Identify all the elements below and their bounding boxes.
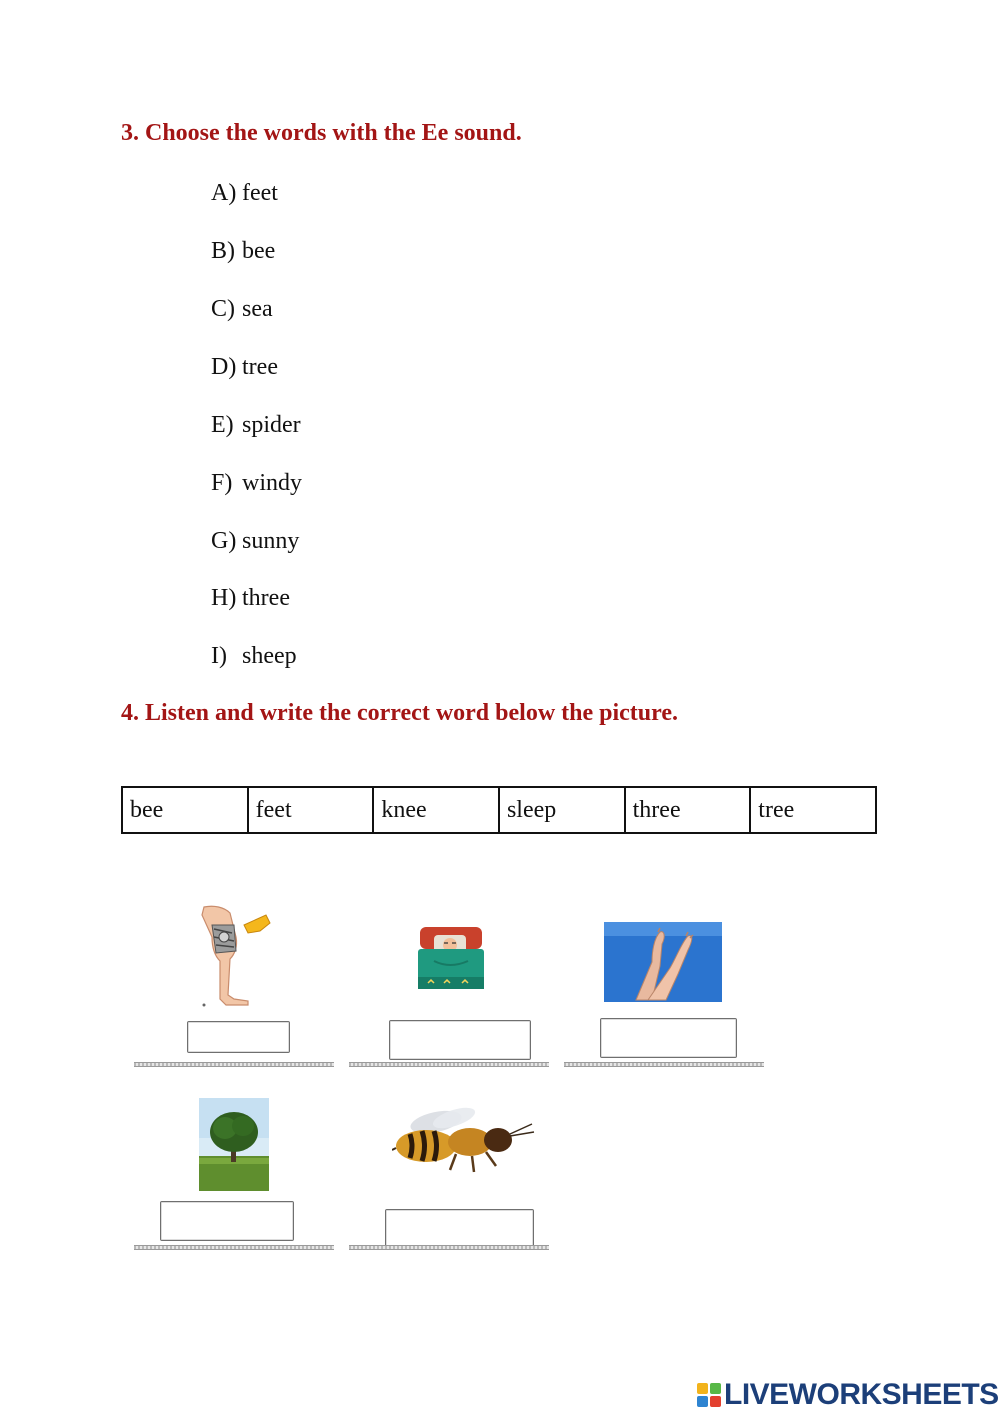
answer-line	[349, 1062, 549, 1067]
option-word: spider	[242, 412, 301, 438]
option-word: sea	[242, 296, 273, 322]
option-word: windy	[242, 470, 302, 496]
option-word: three	[242, 585, 290, 611]
sleep-picture	[416, 925, 486, 993]
option-g[interactable]	[211, 528, 299, 555]
option-a[interactable]	[211, 180, 278, 207]
logo-text: LIVEWORKSHEETS	[724, 1378, 999, 1411]
answer-box-bee[interactable]	[385, 1209, 534, 1247]
answer-box-sleep[interactable]	[389, 1020, 531, 1060]
option-h[interactable]	[211, 585, 290, 612]
option-e[interactable]	[211, 412, 301, 439]
tree-picture	[199, 1098, 269, 1191]
option-i[interactable]	[211, 643, 297, 670]
option-d[interactable]	[211, 354, 278, 381]
option-letter: E)	[211, 412, 234, 438]
option-word: sheep	[242, 643, 297, 669]
word-bank-cell: bee	[122, 787, 248, 833]
option-word: tree	[242, 354, 278, 380]
option-c[interactable]	[211, 296, 273, 323]
logo-squares-icon	[697, 1383, 721, 1407]
answer-box-knee[interactable]	[187, 1021, 290, 1053]
option-word: bee	[242, 238, 276, 264]
answer-box-tree[interactable]	[160, 1201, 294, 1241]
word-bank-cell: tree	[750, 787, 876, 833]
option-letter: C)	[211, 296, 235, 322]
option-b[interactable]	[211, 238, 275, 265]
option-word: feet	[242, 180, 278, 206]
answer-line	[134, 1062, 334, 1067]
option-f[interactable]	[211, 470, 302, 497]
answer-line	[134, 1245, 334, 1250]
feet-picture	[604, 922, 722, 1002]
question-3-heading: 3. Choose the words with the Ee sound.	[121, 120, 522, 146]
word-bank-cell: feet	[248, 787, 374, 833]
option-letter: G)	[211, 528, 237, 554]
option-letter: H)	[211, 585, 237, 611]
option-letter: A)	[211, 180, 237, 206]
option-word: sunny	[242, 528, 300, 554]
answer-box-feet[interactable]	[600, 1018, 737, 1058]
option-letter: I)	[211, 643, 227, 669]
option-letter: B)	[211, 238, 235, 264]
knee-picture	[190, 903, 274, 1009]
word-bank-cell: three	[625, 787, 751, 833]
answer-line	[564, 1062, 764, 1067]
bee-picture	[392, 1104, 540, 1176]
question-4-heading: 4. Listen and write the correct word below the picture.	[121, 700, 679, 726]
option-letter: F)	[211, 470, 233, 496]
word-bank-cell: sleep	[499, 787, 625, 833]
word-bank-cell: knee	[373, 787, 499, 833]
option-letter: D)	[211, 354, 237, 380]
word-bank-table	[121, 786, 877, 834]
answer-line	[349, 1245, 549, 1250]
liveworksheets-logo[interactable]	[697, 1378, 999, 1412]
